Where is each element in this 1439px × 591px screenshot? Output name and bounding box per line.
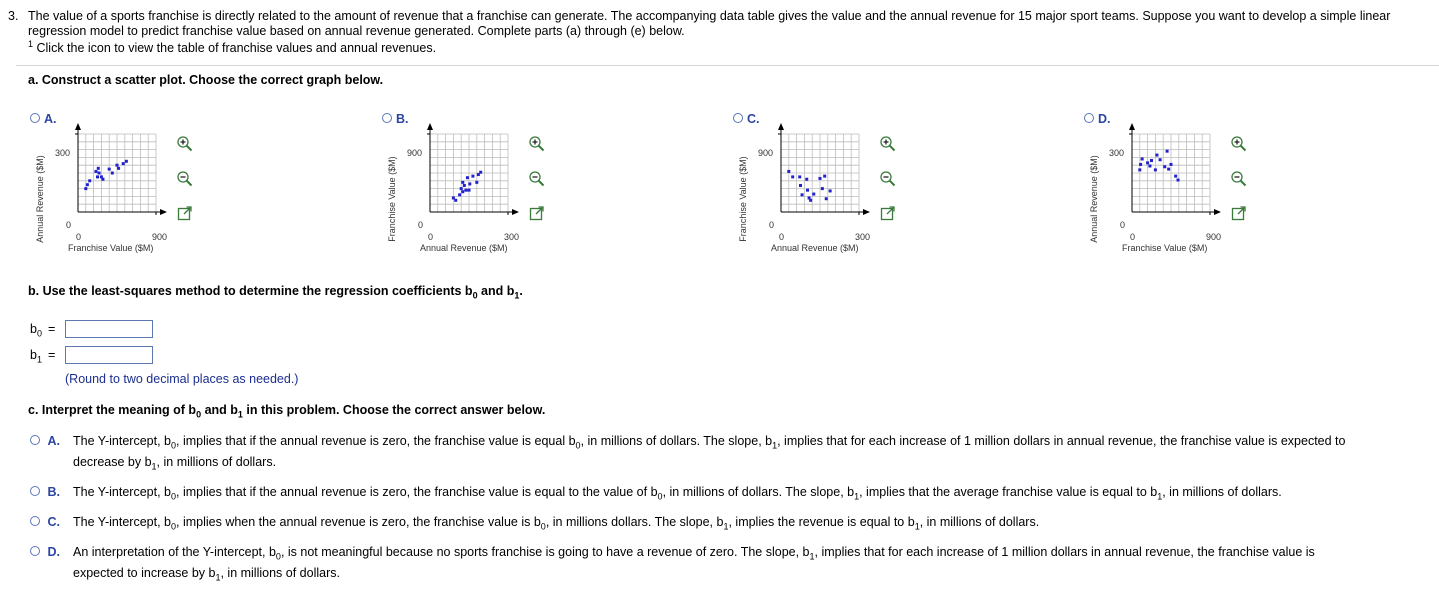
y-max-tick: 300 [1109, 148, 1125, 158]
zoom-out-icon [1230, 170, 1248, 188]
scatter-point [798, 175, 801, 178]
scatter-point [1150, 159, 1153, 162]
scatter-point [1139, 163, 1142, 166]
scatter-point [98, 172, 101, 175]
x-max-tick: 300 [504, 232, 520, 242]
footnote-text: Click the icon to view the table of franchise values and annual revenues. [36, 41, 437, 55]
text: , in millions of dollars. [1162, 485, 1282, 499]
graph-option-d[interactable] [1084, 110, 1284, 265]
part-c-option-a-line2 [73, 455, 276, 472]
text: , implies that the average franchise value is equal to b [859, 485, 1158, 499]
popout-button[interactable] [528, 204, 546, 222]
scatter-point [88, 179, 91, 182]
scatter-point [1146, 161, 1149, 164]
zoom-in-icon [176, 135, 194, 153]
popout-button[interactable] [1230, 204, 1248, 222]
zoom-in-button[interactable] [879, 135, 897, 153]
scatter-point [468, 189, 471, 192]
scatter-point [819, 177, 822, 180]
scatter-point [461, 181, 464, 184]
part-b-sub1: 1 [514, 290, 520, 301]
x-max-tick: 300 [855, 232, 871, 242]
x-axis-label: Annual Revenue ($M) [771, 243, 859, 253]
scatter-point [86, 183, 89, 186]
sub: 1 [215, 572, 221, 583]
sub: 1 [772, 440, 778, 451]
scatter-point [475, 181, 478, 184]
scatter-point [464, 189, 467, 192]
zoom-out-button[interactable] [176, 170, 194, 188]
part-c-sub0: 0 [196, 409, 202, 420]
x-zero-tick: 0 [428, 232, 434, 242]
part-c-option-c-line1 [73, 515, 1039, 532]
rounding-hint: (Round to two decimal places as needed.) [65, 372, 299, 386]
sub: 0 [575, 440, 581, 451]
scatter-point [108, 168, 111, 171]
part-b-heading-post: . [519, 284, 523, 298]
part-b-heading [28, 284, 523, 301]
y-max-tick: 900 [407, 148, 423, 158]
zoom-in-button[interactable] [176, 135, 194, 153]
question-number: 3. [8, 9, 19, 23]
data-table-link[interactable] [28, 41, 436, 55]
zoom-out-icon [879, 170, 897, 188]
scatter-point [825, 197, 828, 200]
b0-letter: b [30, 322, 37, 336]
scatter-point [460, 187, 463, 190]
zoom-in-icon [528, 135, 546, 153]
text: , in millions of dollars. The slope, b [580, 434, 773, 448]
scatter-point [1148, 164, 1151, 167]
y-axis-label: Annual Revenue ($M) [1089, 155, 1099, 243]
scatter-point [829, 189, 832, 192]
radio-c-c[interactable] [30, 516, 40, 526]
x-axis-arrow [1214, 209, 1221, 215]
sub: 1 [1157, 491, 1163, 502]
b0-eq: = [47, 322, 56, 336]
sub: 0 [170, 440, 176, 451]
sub: 1 [809, 551, 815, 562]
part-c-heading [28, 403, 545, 420]
scatter-point [117, 167, 120, 170]
x-axis-arrow [512, 209, 519, 215]
scatter-point [471, 175, 474, 178]
b1-label [30, 348, 55, 365]
scatter-point [1174, 175, 1177, 178]
scatter-point [479, 171, 482, 174]
part-c-option-a[interactable] [30, 434, 60, 448]
scatter-point [461, 190, 464, 193]
option-letter: C. [47, 515, 60, 529]
part-c-option-b[interactable] [30, 485, 60, 499]
zoom-out-icon [528, 170, 546, 188]
scatter-point [1166, 150, 1169, 153]
scatter-point [466, 176, 469, 179]
scatter-point [799, 184, 802, 187]
scatter-point [1177, 179, 1180, 182]
scatter-point [801, 193, 804, 196]
zoom-out-button[interactable] [879, 170, 897, 188]
graph-option-b[interactable] [382, 110, 582, 265]
text: , implies that for each increase of 1 million dollars in annual revenue, the franchise value is expected to [777, 434, 1346, 448]
zoom-out-button[interactable] [528, 170, 546, 188]
popout-icon [176, 204, 194, 222]
scatter-plot [30, 110, 180, 240]
scatter-point [454, 199, 457, 202]
part-c-option-c[interactable] [30, 515, 60, 529]
sub: 1 [854, 491, 860, 502]
zoom-in-button[interactable] [528, 135, 546, 153]
zoom-out-icon [176, 170, 194, 188]
scatter-point [812, 193, 815, 196]
zoom-out-button[interactable] [1230, 170, 1248, 188]
scatter-point [458, 193, 461, 196]
scatter-point [823, 175, 826, 178]
scatter-plot [733, 110, 883, 240]
radio-c-a[interactable] [30, 435, 40, 445]
part-b-sub0: 0 [472, 290, 478, 301]
y-axis-arrow [1129, 123, 1135, 130]
popout-icon [1230, 204, 1248, 222]
scatter-point [1138, 168, 1141, 171]
b0-input[interactable] [65, 320, 153, 338]
part-c-heading-text: c. Interpret the meaning of b [28, 403, 197, 417]
b1-sub: 1 [36, 354, 42, 365]
x-zero-tick: 0 [1130, 232, 1136, 242]
scatter-point [806, 189, 809, 192]
y-max-tick: 300 [55, 148, 71, 158]
text: , implies that if the annual revenue is zero, the franchise value is equal b [176, 434, 576, 448]
x-max-tick: 900 [1206, 232, 1222, 242]
option-letter: B. [396, 112, 409, 126]
scatter-point [1141, 157, 1144, 160]
footnote-marker: 1 [28, 39, 34, 49]
scatter-point [125, 160, 128, 163]
y-max-tick: 900 [758, 148, 774, 158]
scatter-point [1167, 168, 1170, 171]
x-axis-label: Franchise Value ($M) [68, 243, 154, 253]
text: , implies when the annual revenue is zero, the franchise value is b [176, 515, 541, 529]
y-zero-tick: 0 [418, 220, 424, 230]
popout-button[interactable] [879, 204, 897, 222]
scatter-plot [1084, 110, 1234, 240]
scatter-point [1170, 163, 1173, 166]
popout-icon [879, 204, 897, 222]
y-zero-tick: 0 [66, 220, 72, 230]
sub: 0 [540, 521, 546, 532]
option-letter: D. [47, 545, 60, 559]
graph-option-c[interactable] [733, 110, 933, 265]
text: , in millions of dollars. [156, 455, 277, 469]
y-axis-label: Franchise Value ($M) [387, 156, 397, 242]
sub: 1 [914, 521, 920, 532]
sub: 0 [275, 551, 281, 562]
scatter-point [468, 182, 471, 185]
scatter-point [809, 199, 812, 202]
question-text: The value of a sports franchise is directly related to the amount of revenue that a franchise can generate. The accompanying data table gives the value and the annual revenue for 15 major sport teams. Suppose you want to develop a simple linear regression model to predict franchise value based on annual revenue generated. Complete parts (a) through (e) below. [28, 9, 1391, 38]
scatter-point [805, 178, 808, 181]
x-zero-tick: 0 [779, 232, 785, 242]
sub: 0 [657, 491, 663, 502]
zoom-in-icon [879, 135, 897, 153]
x-axis-label: Annual Revenue ($M) [420, 243, 508, 253]
part-a-heading: a. Construct a scatter plot. Choose the correct graph below. [28, 73, 384, 87]
y-axis-label: Franchise Value ($M) [738, 156, 748, 242]
part-c-option-d-line1 [73, 545, 1315, 562]
text: The Y-intercept, b [73, 485, 171, 499]
x-axis-arrow [160, 209, 167, 215]
scatter-point [1154, 168, 1157, 171]
text: , in millions of dollars. The slope, b [662, 485, 855, 499]
scatter-point [1163, 165, 1166, 168]
scatter-point [116, 164, 119, 167]
b1-input[interactable] [65, 346, 153, 364]
text: The Y-intercept, b [73, 434, 171, 448]
scatter-point [821, 187, 824, 190]
zoom-in-button[interactable] [1230, 135, 1248, 153]
part-b-heading-text: b. Use the least-squares method to determine the regression coefficients b [28, 284, 473, 298]
text: , is not meaningful because no sports franchise is going to have a revenue of zero. The slope, b [280, 545, 810, 559]
text: , implies that for each increase of 1 million dollars in annual revenue, the franchise value is [814, 545, 1315, 559]
scatter-point [787, 170, 790, 173]
part-b-heading-mid: and b [477, 284, 515, 298]
scatter-plot [382, 110, 532, 240]
b1-eq: = [47, 348, 56, 362]
scatter-point [1159, 158, 1162, 161]
text: The Y-intercept, b [73, 515, 171, 529]
part-c-option-b-line1 [73, 485, 1282, 502]
option-letter: A. [47, 434, 60, 448]
y-zero-tick: 0 [1120, 220, 1126, 230]
option-letter: D. [1098, 112, 1111, 126]
part-c-option-d-line2 [73, 566, 340, 583]
text: , in millions of dollars. [919, 515, 1040, 529]
y-axis-arrow [75, 123, 81, 130]
text: , in millions dollars. The slope, b [545, 515, 724, 529]
scatter-point [84, 187, 87, 190]
part-c-option-a-line1 [73, 434, 1345, 451]
x-axis-label: Franchise Value ($M) [1122, 243, 1208, 253]
scatter-point [791, 175, 794, 178]
zoom-in-icon [1230, 135, 1248, 153]
radio-c-d[interactable] [30, 546, 40, 556]
popout-button[interactable] [176, 204, 194, 222]
sub: 0 [170, 491, 176, 502]
x-axis-arrow [863, 209, 870, 215]
scatter-point [463, 184, 466, 187]
sub: 1 [151, 461, 157, 472]
x-max-tick: 900 [152, 232, 168, 242]
part-c-heading-post: in this problem. Choose the correct answer below. [242, 403, 546, 417]
scatter-point [122, 162, 125, 165]
y-axis-arrow [778, 123, 784, 130]
part-c-heading-mid: and b [201, 403, 238, 417]
b0-label [30, 322, 55, 339]
x-zero-tick: 0 [76, 232, 82, 242]
scatter-point [97, 167, 100, 170]
part-c-sub1: 1 [237, 409, 243, 420]
part-c-option-d[interactable] [30, 545, 60, 559]
text: An interpretation of the Y-intercept, b [73, 545, 276, 559]
b0-sub: 0 [36, 328, 42, 339]
option-letter: B. [47, 485, 60, 499]
text: expected to increase by b [73, 566, 216, 580]
popout-icon [528, 204, 546, 222]
text: decrease by b [73, 455, 152, 469]
y-axis-arrow [427, 123, 433, 130]
sub: 0 [170, 521, 176, 532]
option-letter: C. [747, 112, 760, 126]
graph-option-a[interactable] [30, 110, 230, 265]
text: , implies that if the annual revenue is zero, the franchise value is equal to the value of b [176, 485, 658, 499]
sub: 1 [723, 521, 729, 532]
scatter-point [94, 170, 97, 173]
text: , in millions of dollars. [220, 566, 340, 580]
scatter-point [96, 175, 99, 178]
y-axis-label: Annual Revenue ($M) [35, 155, 45, 243]
b1-letter: b [30, 348, 37, 362]
scatter-point [1155, 154, 1158, 157]
scatter-point [101, 178, 104, 181]
scatter-point [111, 172, 114, 175]
divider [16, 65, 1439, 66]
text: , implies the revenue is equal to b [728, 515, 915, 529]
radio-c-b[interactable] [30, 486, 40, 496]
option-letter: A. [44, 112, 57, 126]
y-zero-tick: 0 [769, 220, 775, 230]
